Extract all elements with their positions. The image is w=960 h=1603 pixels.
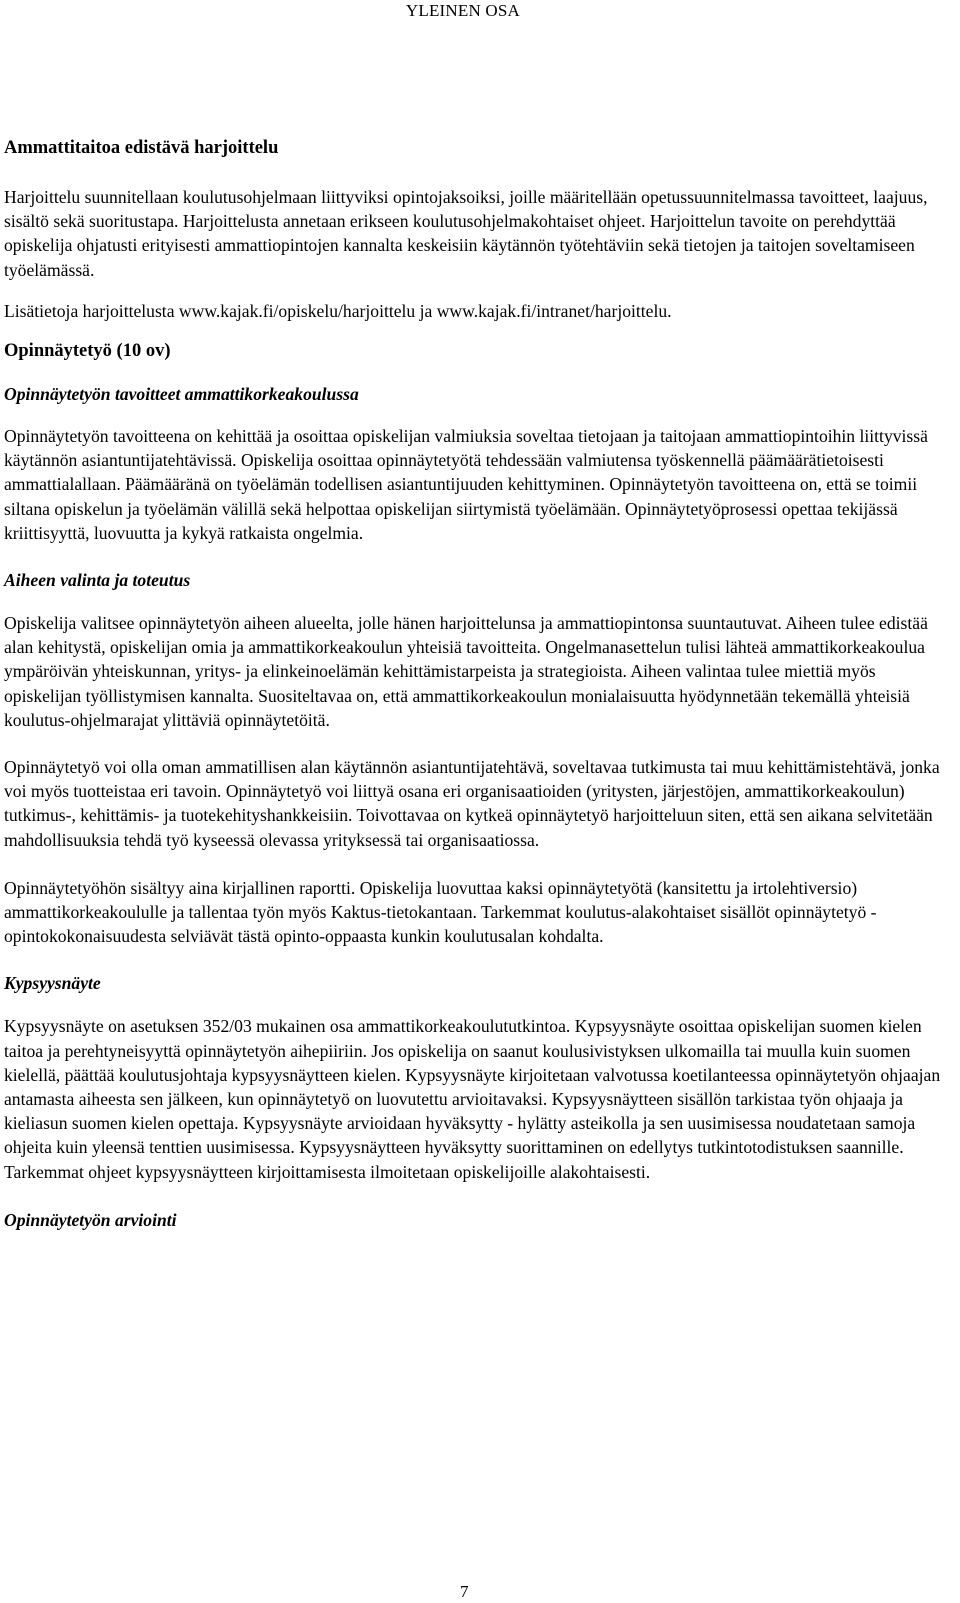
page-number: 7 bbox=[460, 1582, 469, 1601]
paragraph-aiheen-valinta-3: Opinnäytetyöhön sisältyy aina kirjallinen raportti. Opiskelija luovuttaa kaksi opinnäytetyötä (kansitettu ja irtolehtiversio) ammattikorkeakoululle ja tallentaa työn myös Kaktus-tietokantaan. Tarkemmat koulutus-alakohtaiset sisällöt opinnäytetyö -opintokokonaisuudesta selviävät tästä opinto-oppaasta kunkin koulutusalan kohdalta. bbox=[4, 877, 877, 947]
subheading-arviointi: Opinnäytetyön arviointi bbox=[4, 1209, 177, 1230]
paragraph-harjoittelu: Harjoittelu suunnitellaan koulutusohjelmaan liittyviksi opintojaksoiksi, joille määritellään opetussuunnitelmassa tavoitteet, laajuus, sisältö sekä suoritustapa. Harjoittelusta annetaan erikseen koulutusohjelmakohtaiset ohjeet. Harjoittelun tavoite on perehdyttää opiskelija ohjatusti erityisesti ammattiopintojen kannalta keskeisiin käytännön työtehtäviin sekä tietojen ja taitojen soveltamiseen työelämässä. bbox=[4, 187, 928, 280]
document-body bbox=[4, 136, 956, 1232]
section-heading-harjoittelu: Ammattitaitoa edistävä harjoittelu bbox=[4, 138, 279, 158]
running-header: YLEINEN OSA bbox=[405, 1, 520, 20]
paragraph-aiheen-valinta-2: Opinnäytetyö voi olla oman ammatillisen alan käytännön asiantuntijatehtävä, soveltavaa tutkimusta tai muu kehittämistehtävä, jonka voi myös tuotteistaa eri tavoin. Opinnäytetyö voi liittyä osana eri organisaatioiden (yritysten, järjestöjen, ammattikorkeakoulun) tutkimus-, kehittämis- ja tuotekehityshankkeisiin. Toivottavaa on kytkeä opinnäytetyö harjoitteluun siten, että sen aikana selvitetään mahdollisuuksia tehdä työ kyseessä olevassa yrityksessä tai organisaatiossa. bbox=[4, 757, 940, 850]
subheading-aiheen-valinta: Aiheen valinta ja toteutus bbox=[4, 570, 191, 591]
section-heading-opinnaytetyo: Opinnäytetyö (10 ov) bbox=[4, 341, 171, 362]
paragraph-tavoitteet: Opinnäytetyön tavoitteena on kehittää ja osoittaa opiskelijan valmiuksia soveltaa tietojaan ja taitojaan ammattiopintoihin liittyvissä käytännön asiantuntijatehtävissä. Opiskelija osoittaa opinnäytetyötä tehdessään valmiutensa työskennellä päämäärätietoisesti ammattialallaan. Päämääränä on työelämän todellisen asiantuntijuuden kehittyminen. Opinnäytetyön tavoitteena on, että se toimii siltana opiskelun ja työelämän välillä sekä helpottaa opiskelijan siirtymistä työelämään. Opinnäytetyöprosessi opettaa tekijässä kriittisyyttä, luovuutta ja kykyä ratkaista ongelmia. bbox=[4, 426, 928, 543]
paragraph-harjoittelu-links: Lisätietoja harjoittelusta www.kajak.fi/opiskelu/harjoittelu ja www.kajak.fi/intranet/harjoittelu. bbox=[4, 300, 672, 321]
subheading-kypsyysnayte: Kypsyysnäyte bbox=[4, 973, 101, 994]
paragraph-kypsyysnayte: Kypsyysnäyte on asetuksen 352/03 mukainen osa ammattikorkeakoulututkintoa. Kypsyysnäyte osoittaa opiskelijan suomen kielen taitoa ja perehtyneisyyttä opinnäytetyön aihepiiriin. Jos opiskelija on saanut koulusivistyksen ulkomailla tai muulla kuin suomen kielellä, päättää koulutusjohtaja kypsyysnäytteen kielen. Kypsyysnäyte kirjoitetaan valvotussa koetilanteessa opinnäytetyön ohjaajan antamasta aiheesta sen jälkeen, kun opinnäytetyö on luovutettu arvioitavaksi. Kypsyysnäytteen sisällön tarkistaa työn ohjaaja ja kieliasun suomen kielen opettaja. Kypsyysnäyte arvioidaan hyväksytty - hylätty asteikolla ja sen uusimisessa noudatetaan samoja ohjeita kuin yleensä tenttien uusimisessa. Kypsyysnäytteen hyväksytty suorittaminen on edellytys tutkintotodistuksen saannille. Tarkemmat ohjeet kypsyysnäytteen kirjoittamisesta ilmoitetaan opiskelijoille alakohtaisesti. bbox=[4, 1016, 941, 1182]
paragraph-aiheen-valinta-1: Opiskelija valitsee opinnäytetyön aiheen alueelta, jolle hänen harjoittelunsa ja ammattiopintonsa suuntautuvat. Aiheen tulee edistää alan kehitystä, opiskelijan omia ja ammattikorkeakoulun yhteisiä tavoitteita. Ongelmanasettelun tulisi lähteä ammattikorkeakoulua ympäröivän yhteiskunnan, yritys- ja elinkeinoelämän kehittämistarpeista ja strategioista. Aiheen valintaa tulee miettiä myös opiskelijan työllistymisen kannalta. Suositeltavaa on, että ammattikorkeakoulun monialaisuutta hyödynnetään tekemällä yhteisiä koulutus-ohjelmarajat ylittäviä opinnäytetöitä. bbox=[4, 613, 928, 730]
subheading-tavoitteet: Opinnäytetyön tavoitteet ammattikorkeakoulussa bbox=[4, 384, 359, 405]
